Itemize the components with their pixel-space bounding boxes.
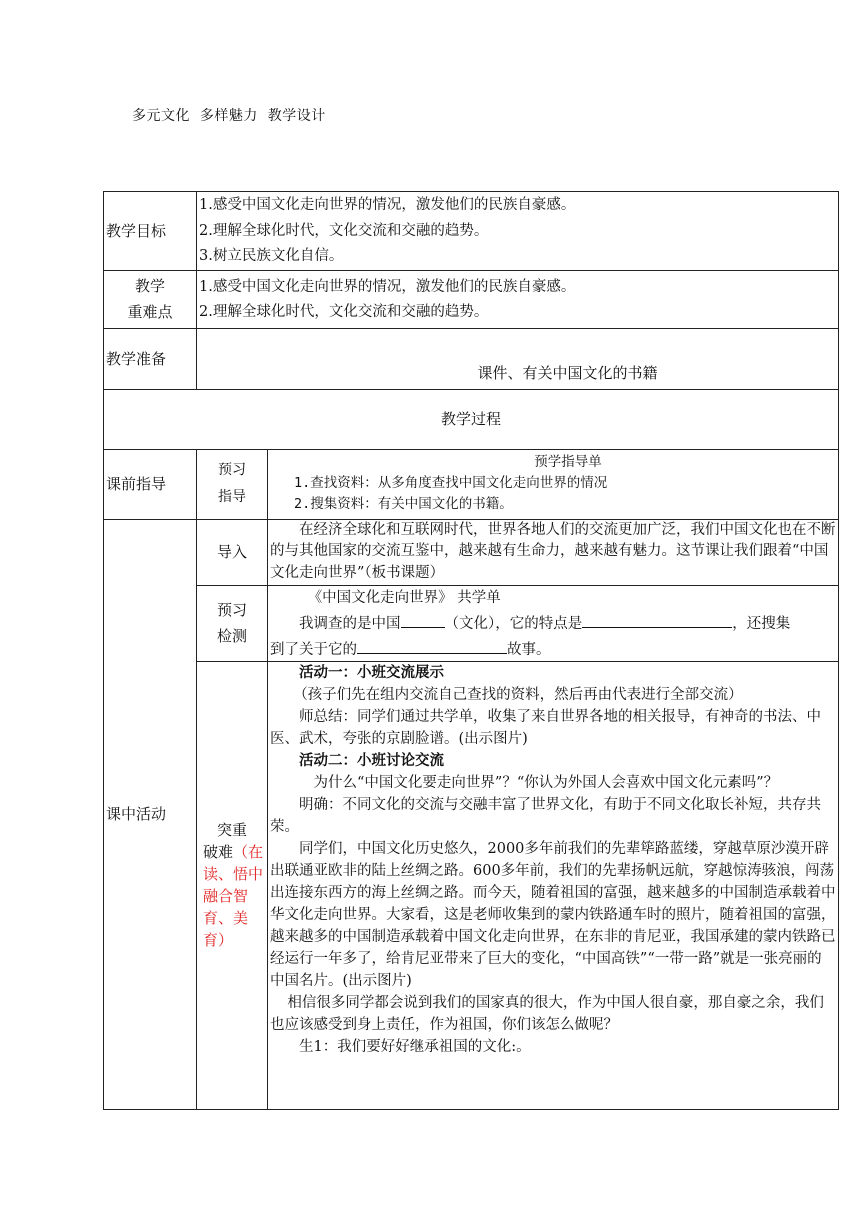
reflection-question: 相信很多同学都会说到我们的国家真的很大，作为中国人很自豪，那自豪之余，我们也应该感受到身上责任，作为祖国，你们该怎么做呢？ [270, 994, 824, 1033]
goal-item: 3.树立民族文化自信。 [199, 248, 344, 264]
goals-content [197, 192, 839, 271]
activity2-title: 活动二：小班讨论交流 [299, 751, 444, 769]
culture-blank[interactable] [401, 609, 445, 628]
check-text-d: 到了关于它的 [270, 641, 357, 658]
check-text-e: 故事。 [507, 641, 551, 658]
history-story: 同学们，中国文化历史悠久，2000多年前我们的先辈筚路蓝缕，穿越草原沙漠开辟出联通亚欧非的陆上丝绸之路。600多年前，我们的先辈扬帆远航，穿越惊涛骇浪，闯荡出连接东西方的海上丝绸之路。而今天，随着祖国的富强，越来越多的中国制造承载着中华文化走向世界。大家看，这是老师收集到的蒙内铁路通车时的照片，随着祖国的富强，越来越多的中国制造承载着中国文化走向世界，在东非的肯尼亚，我国承建的蒙内铁路已经运行一年多了，给肯尼亚带来了巨大的变化，“中国高铁”“一带一路”就是一张亮丽的中国名片。(出示图片) [270, 840, 836, 989]
activity1-note: （孩子们先在组内交流自己查找的资料，然后再由代表进行全部交流） [293, 686, 743, 703]
pre-class-sublabel-line1: 预习 [218, 462, 246, 478]
story-blank[interactable] [357, 635, 507, 654]
check-text-b: （文化），它的特点是 [444, 615, 583, 632]
prep-cell [197, 328, 839, 389]
document-title: 多元文化 多样魅力 教学设计 [132, 108, 326, 124]
intro-text-cell [268, 519, 839, 585]
pre-class-item: 2.搜集资料：有关中国文化的书籍。 [294, 495, 513, 512]
pre-class-heading: 预学指导单 [534, 453, 602, 470]
feature-blank[interactable] [582, 609, 732, 628]
discussion-question: 为什么“中国文化要走向世界”？“你认为外国人会喜欢中国文化元素吗”？ [313, 774, 779, 791]
process-row [104, 389, 839, 449]
prep-label: 教学准备 [104, 328, 197, 389]
check-title: 《中国文化走向世界》 共学单 [307, 589, 501, 606]
goals-label: 教学目标 [104, 192, 197, 271]
breakthrough-label [197, 661, 268, 1109]
lesson-plan-table [103, 191, 839, 1110]
breakthrough-label-text [197, 841, 267, 951]
intro-row [104, 519, 839, 585]
pre-class-item: 1.查找资料：从多角度查找中国文化走向世界的情况 [294, 474, 608, 491]
pre-class-content [268, 449, 839, 519]
breakthrough-label-note: （在读、悟中融合智育、美育） [203, 843, 264, 949]
pre-class-label: 课前指导 [104, 449, 197, 519]
check-label-line2: 检测 [216, 627, 247, 645]
goal-item: 2.理解全球化时代，文化交流和交融的趋势。 [199, 222, 489, 239]
check-label [197, 585, 268, 661]
clarification: 明确：不同文化的交流与交融丰富了世界文化，有助于不同文化取长补短，共存共荣。 [270, 796, 821, 835]
process-title: 教学过程 [104, 389, 839, 449]
teacher-summary: 师总结：同学们通过共学单，收集了来自世界各地的相关报导，有神奇的书法、中医、武术，夸张的京剧脸谱。(出示图片) [270, 708, 821, 747]
difficulty-label-line1: 教学 [134, 277, 165, 295]
difficulty-content [197, 270, 839, 328]
difficulty-item: 2.理解全球化时代，文化交流和交融的趋势。 [199, 304, 489, 320]
check-label-line1: 预习 [216, 601, 247, 619]
pre-class-row [104, 449, 839, 519]
breakthrough-label-line1: 突重 [216, 821, 247, 839]
intro-text: 在经济全球化和互联网时代，世界各地人们的交流更加广泛，我们中国文化也在不断的与其他国家的交流互鉴中，越来越有生命力，越来越有魅力。这节课让我们跟着“中国文化走向世界”（板书课题） [270, 521, 836, 581]
prep-row [104, 328, 839, 389]
student-answer: 生1：我们要好好继承祖国的文化:。 [299, 1038, 531, 1055]
check-text-a: 我调查的是中国 [299, 615, 401, 632]
intro-label: 导入 [197, 519, 268, 585]
in-class-label: 课中活动 [104, 519, 197, 1109]
difficulty-item: 1.感受中国文化走向世界的情况，激发他们的民族自豪感。 [199, 278, 576, 295]
check-line1 [270, 609, 836, 635]
pre-class-sublabel-line2: 指导 [218, 489, 246, 505]
check-row [104, 585, 839, 661]
goal-item: 1.感受中国文化走向世界的情况，激发他们的民族自豪感。 [199, 197, 576, 213]
pre-class-sublabel [197, 449, 268, 519]
check-content [268, 585, 839, 661]
check-line2 [270, 635, 836, 661]
difficulty-label [104, 270, 197, 328]
check-text-c: ，还搜集 [732, 615, 791, 632]
activity1-title: 活动一：小班交流展示 [299, 663, 444, 681]
breakthrough-content [268, 661, 839, 1109]
goals-row [104, 192, 839, 271]
difficulty-label-line2: 重难点 [127, 303, 173, 321]
prep-content: 课件、有关中国文化的书籍 [477, 364, 658, 382]
difficulty-row [104, 270, 839, 328]
breakthrough-row [104, 661, 839, 1109]
breakthrough-label-line2: 破难 [203, 843, 234, 861]
